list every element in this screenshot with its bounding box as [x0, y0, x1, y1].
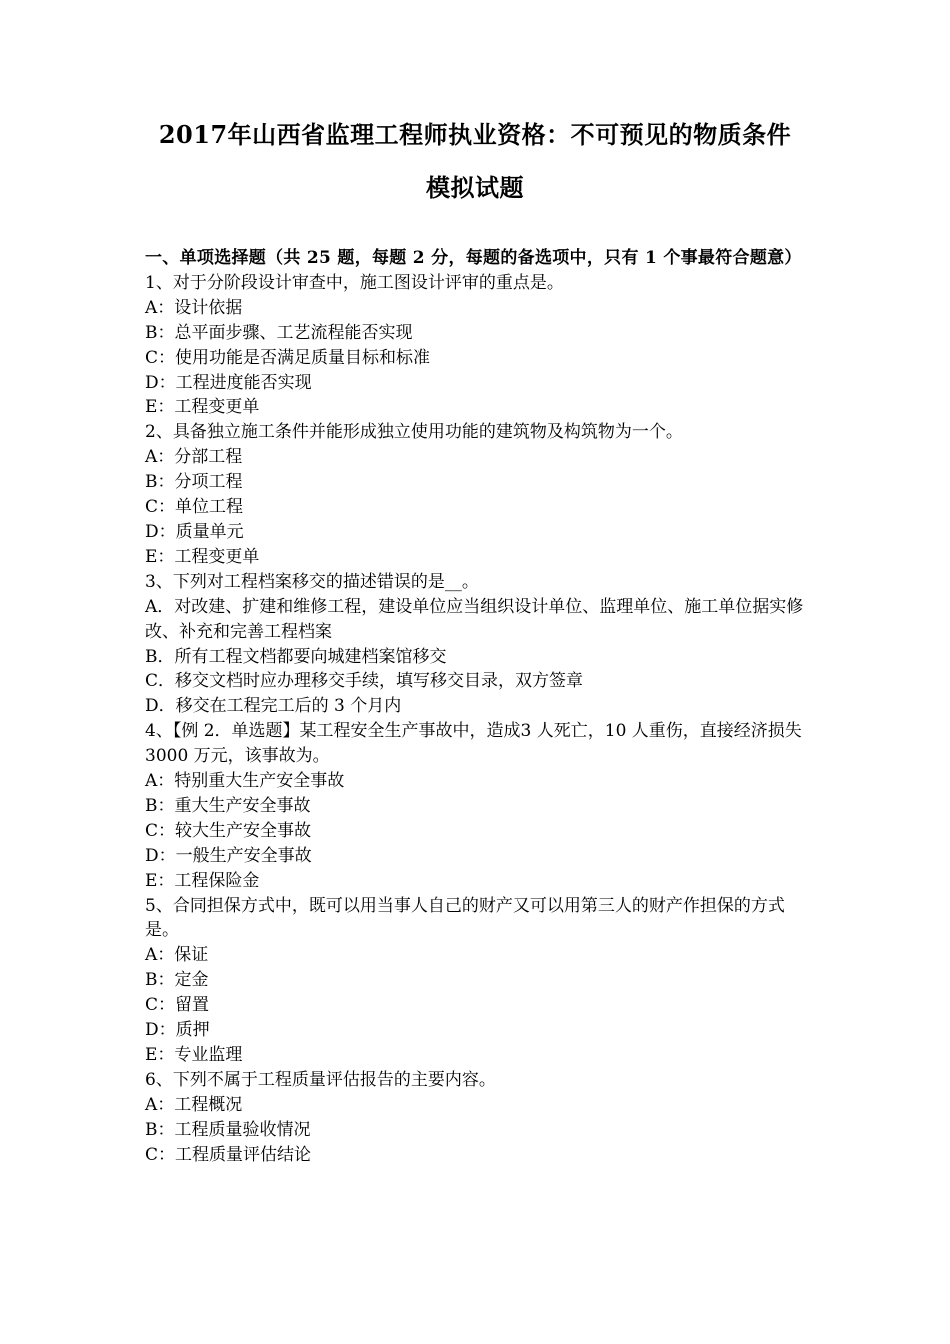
option-e: E：专业监理: [145, 1045, 243, 1065]
option-c: C．移交文档时应办理移交手续，填写移交目录，双方签章: [145, 671, 584, 692]
question-block: [145, 570, 810, 719]
document-title-line2: 模拟试题: [426, 173, 524, 202]
option-a: A：设计依据: [145, 297, 243, 318]
question-block: [145, 271, 810, 420]
question-stem: 2、具备独立施工条件并能形成独立使用功能的建筑物及构筑物为一个。: [145, 422, 683, 443]
option-d: D：一般生产安全事故: [145, 845, 312, 866]
option-b: B：分项工程: [145, 472, 243, 493]
option-d: D：工程进度能否实现: [145, 372, 312, 393]
option-a: A：分部工程: [145, 447, 243, 468]
document-title-line1: 2017年山西省监理工程师执业资格：不可预见的物质条件: [158, 120, 792, 149]
option-b: B：工程质量验收情况: [145, 1119, 311, 1140]
option-e: E：工程变更单: [145, 546, 260, 567]
section-heading: 一、单项选择题（共 25 题，每题 2 分，每题的备选项中，只有 1 个事最符合题意）: [145, 248, 802, 268]
option-a: A．对改建、扩建和维修工程，建设单位应当组织设计单位、监理单位、施工单位据实修改、补充和完善工程档案: [145, 596, 804, 642]
option-d: D：质押: [145, 1020, 210, 1041]
option-e: E：工程变更单: [145, 397, 260, 418]
question-block: [145, 719, 810, 893]
question-block: [145, 894, 810, 1068]
option-c: C：留置: [145, 995, 210, 1016]
option-c: C：单位工程: [145, 497, 244, 518]
option-b: B．所有工程文档都要向城建档案馆移交: [145, 646, 447, 667]
option-b: B：重大生产安全事故: [145, 795, 311, 816]
question-stem: 6、下列不属于工程质量评估报告的主要内容。: [145, 1069, 496, 1090]
option-d: D：质量单元: [145, 521, 244, 542]
option-e: E：工程保险金: [145, 870, 260, 891]
option-c: C：工程质量评估结论: [145, 1144, 312, 1165]
option-a: A：工程概况: [145, 1094, 243, 1115]
document-body: [145, 246, 810, 1168]
option-b: B：定金: [145, 970, 209, 991]
option-a: A：特别重大生产安全事故: [145, 771, 345, 792]
option-d: D．移交在工程完工后的 3 个月内: [145, 696, 402, 717]
question-stem: 4、【例 2．单选题】某工程安全生产事故中，造成3 人死亡，10 人重伤，直接经济损失 3000 万元，该事故为。: [145, 721, 802, 767]
question-stem: 3、下列对工程档案移交的描述错误的是__。: [145, 571, 479, 592]
option-c: C：使用功能是否满足质量目标和标准: [145, 347, 431, 368]
option-a: A：保证: [145, 945, 209, 966]
question-stem: 5、合同担保方式中，既可以用当事人自己的财产又可以用第三人的财产作担保的方式是。: [145, 895, 785, 941]
question-block: [145, 1068, 810, 1168]
question-block: [145, 420, 810, 569]
option-b: B：总平面步骤、工艺流程能否实现: [145, 322, 413, 343]
option-c: C：较大生产安全事故: [145, 820, 312, 841]
question-stem: 1、对于分阶段设计审查中，施工图设计评审的重点是。: [145, 272, 564, 293]
